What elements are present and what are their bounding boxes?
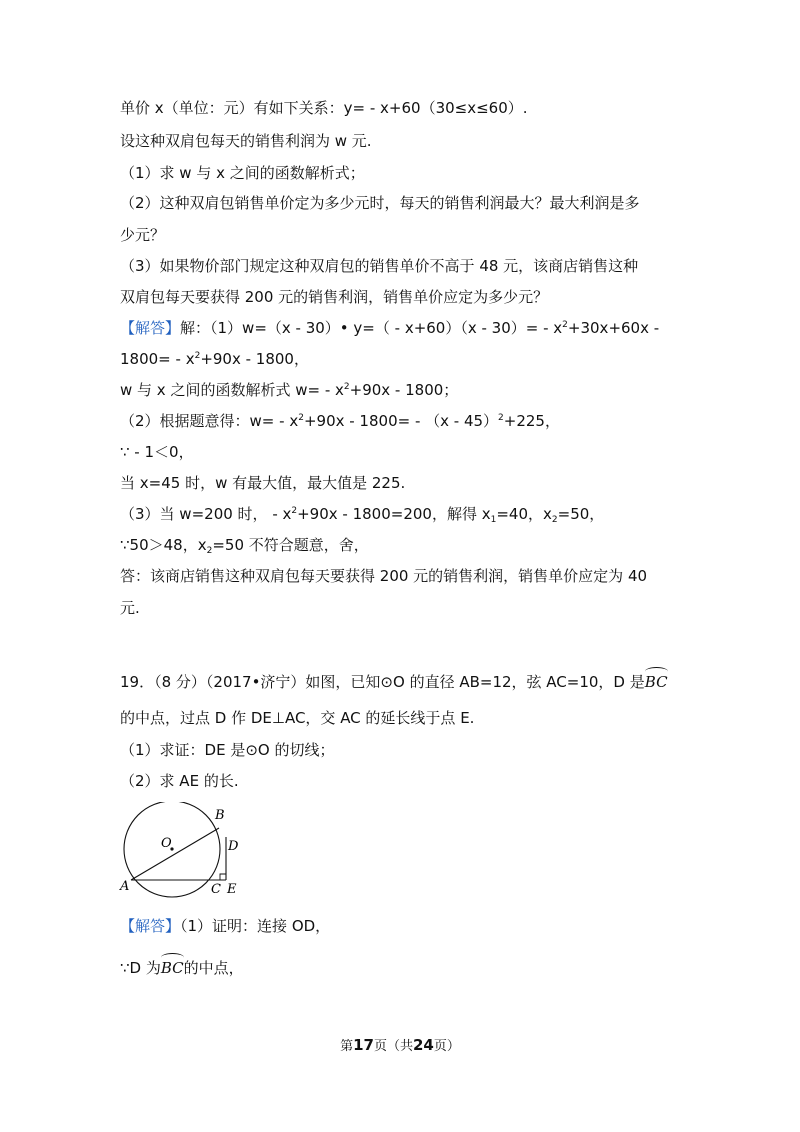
right-angle-mark <box>220 874 226 880</box>
solution18-line5: ∵ - 1＜0， <box>120 443 194 461</box>
problem19-q2: （2）求 AE 的长. <box>120 772 239 790</box>
problem19-q1: （1）求证：DE 是⊙O 的切线； <box>120 741 335 759</box>
solution18-line9: 答：该商店销售这种双肩包每天要获得 200 元的销售利润，销售单价应定为 40 <box>120 567 648 585</box>
problem19-heading: 19．（8 分）（2017•济宁）如图，已知⊙O 的直径 AB=12，弦 AC=10，D 是BC <box>120 673 668 691</box>
problem18-q2a: （2）这种双肩包销售单价定为多少元时，每天的销售利润最大？最大利润是多 <box>120 194 640 212</box>
solution18-line1: 【解答】解：（1）w=（x - 30）• $y=( - x+60)(x - 30)= - x^2+30x+60x$ - <box>120 319 660 337</box>
label-c: C <box>211 882 221 897</box>
solution18-line8: ∵50＞48，$x_2=50$ 不符合题意，舍， <box>120 536 369 556</box>
solution-tag: 【解答】 <box>120 917 181 935</box>
solution18-line7: （3）当 w=200 时， - $x^2+90x - 1800=200$，解得 $x_1=40$，$x_2=50$， <box>120 505 605 525</box>
problem19-heading-cont: 的中点，过点 D 作 DE⊥AC，交 AC 的延长线于点 E. <box>120 709 475 727</box>
problem18-q2b: 少元？ <box>120 226 166 244</box>
solution18-line2: $1800= - x^2+90x - 1800$， <box>120 350 309 368</box>
solution18-line3: w 与 x 之间的函数解析式 $w= - x^2+90x - 1800$； <box>120 381 459 399</box>
solution-tag: 【解答】 <box>120 319 181 337</box>
page-footer: 第17页（共24页） <box>340 1036 460 1054</box>
label-b: B <box>215 808 225 823</box>
problem18-q1: （1）求 w 与 x 之间的函数解析式； <box>120 164 365 182</box>
label-d: D <box>228 839 239 854</box>
problem18-line2: 设这种双肩包每天的销售利润为 w 元. <box>120 132 372 150</box>
solution18-line4: （2）根据题意得：$w= - x^2+90x - 1800= - (x - 45)^2+225$， <box>120 412 560 430</box>
diameter-ab <box>131 828 219 880</box>
label-a: A <box>120 879 130 894</box>
solution18-line6: 当 x=45 时，w 有最大值，最大值是 225. <box>120 474 406 492</box>
geometry-figure <box>116 802 246 902</box>
solution19-line2: ∵D 为BC的中点， <box>120 959 244 977</box>
arc-bc: BC <box>160 959 184 977</box>
solution19-line1: 【解答】（1）证明：连接 OD， <box>120 917 331 935</box>
problem18-q3b: 双肩包每天要获得 200 元的销售利润，销售单价应定为多少元？ <box>120 288 549 306</box>
solution18-line10: 元. <box>120 599 140 617</box>
problem18-line1: 单价 x（单位：元）有如下关系：y= - x+60（30≤x≤60）. <box>120 99 528 117</box>
arc-bc: BC <box>644 673 668 691</box>
label-o: O <box>161 836 172 851</box>
problem18-q3a: （3）如果物价部门规定这种双肩包的销售单价不高于 48 元，该商店销售这种 <box>120 257 639 275</box>
label-e: E <box>227 882 237 897</box>
